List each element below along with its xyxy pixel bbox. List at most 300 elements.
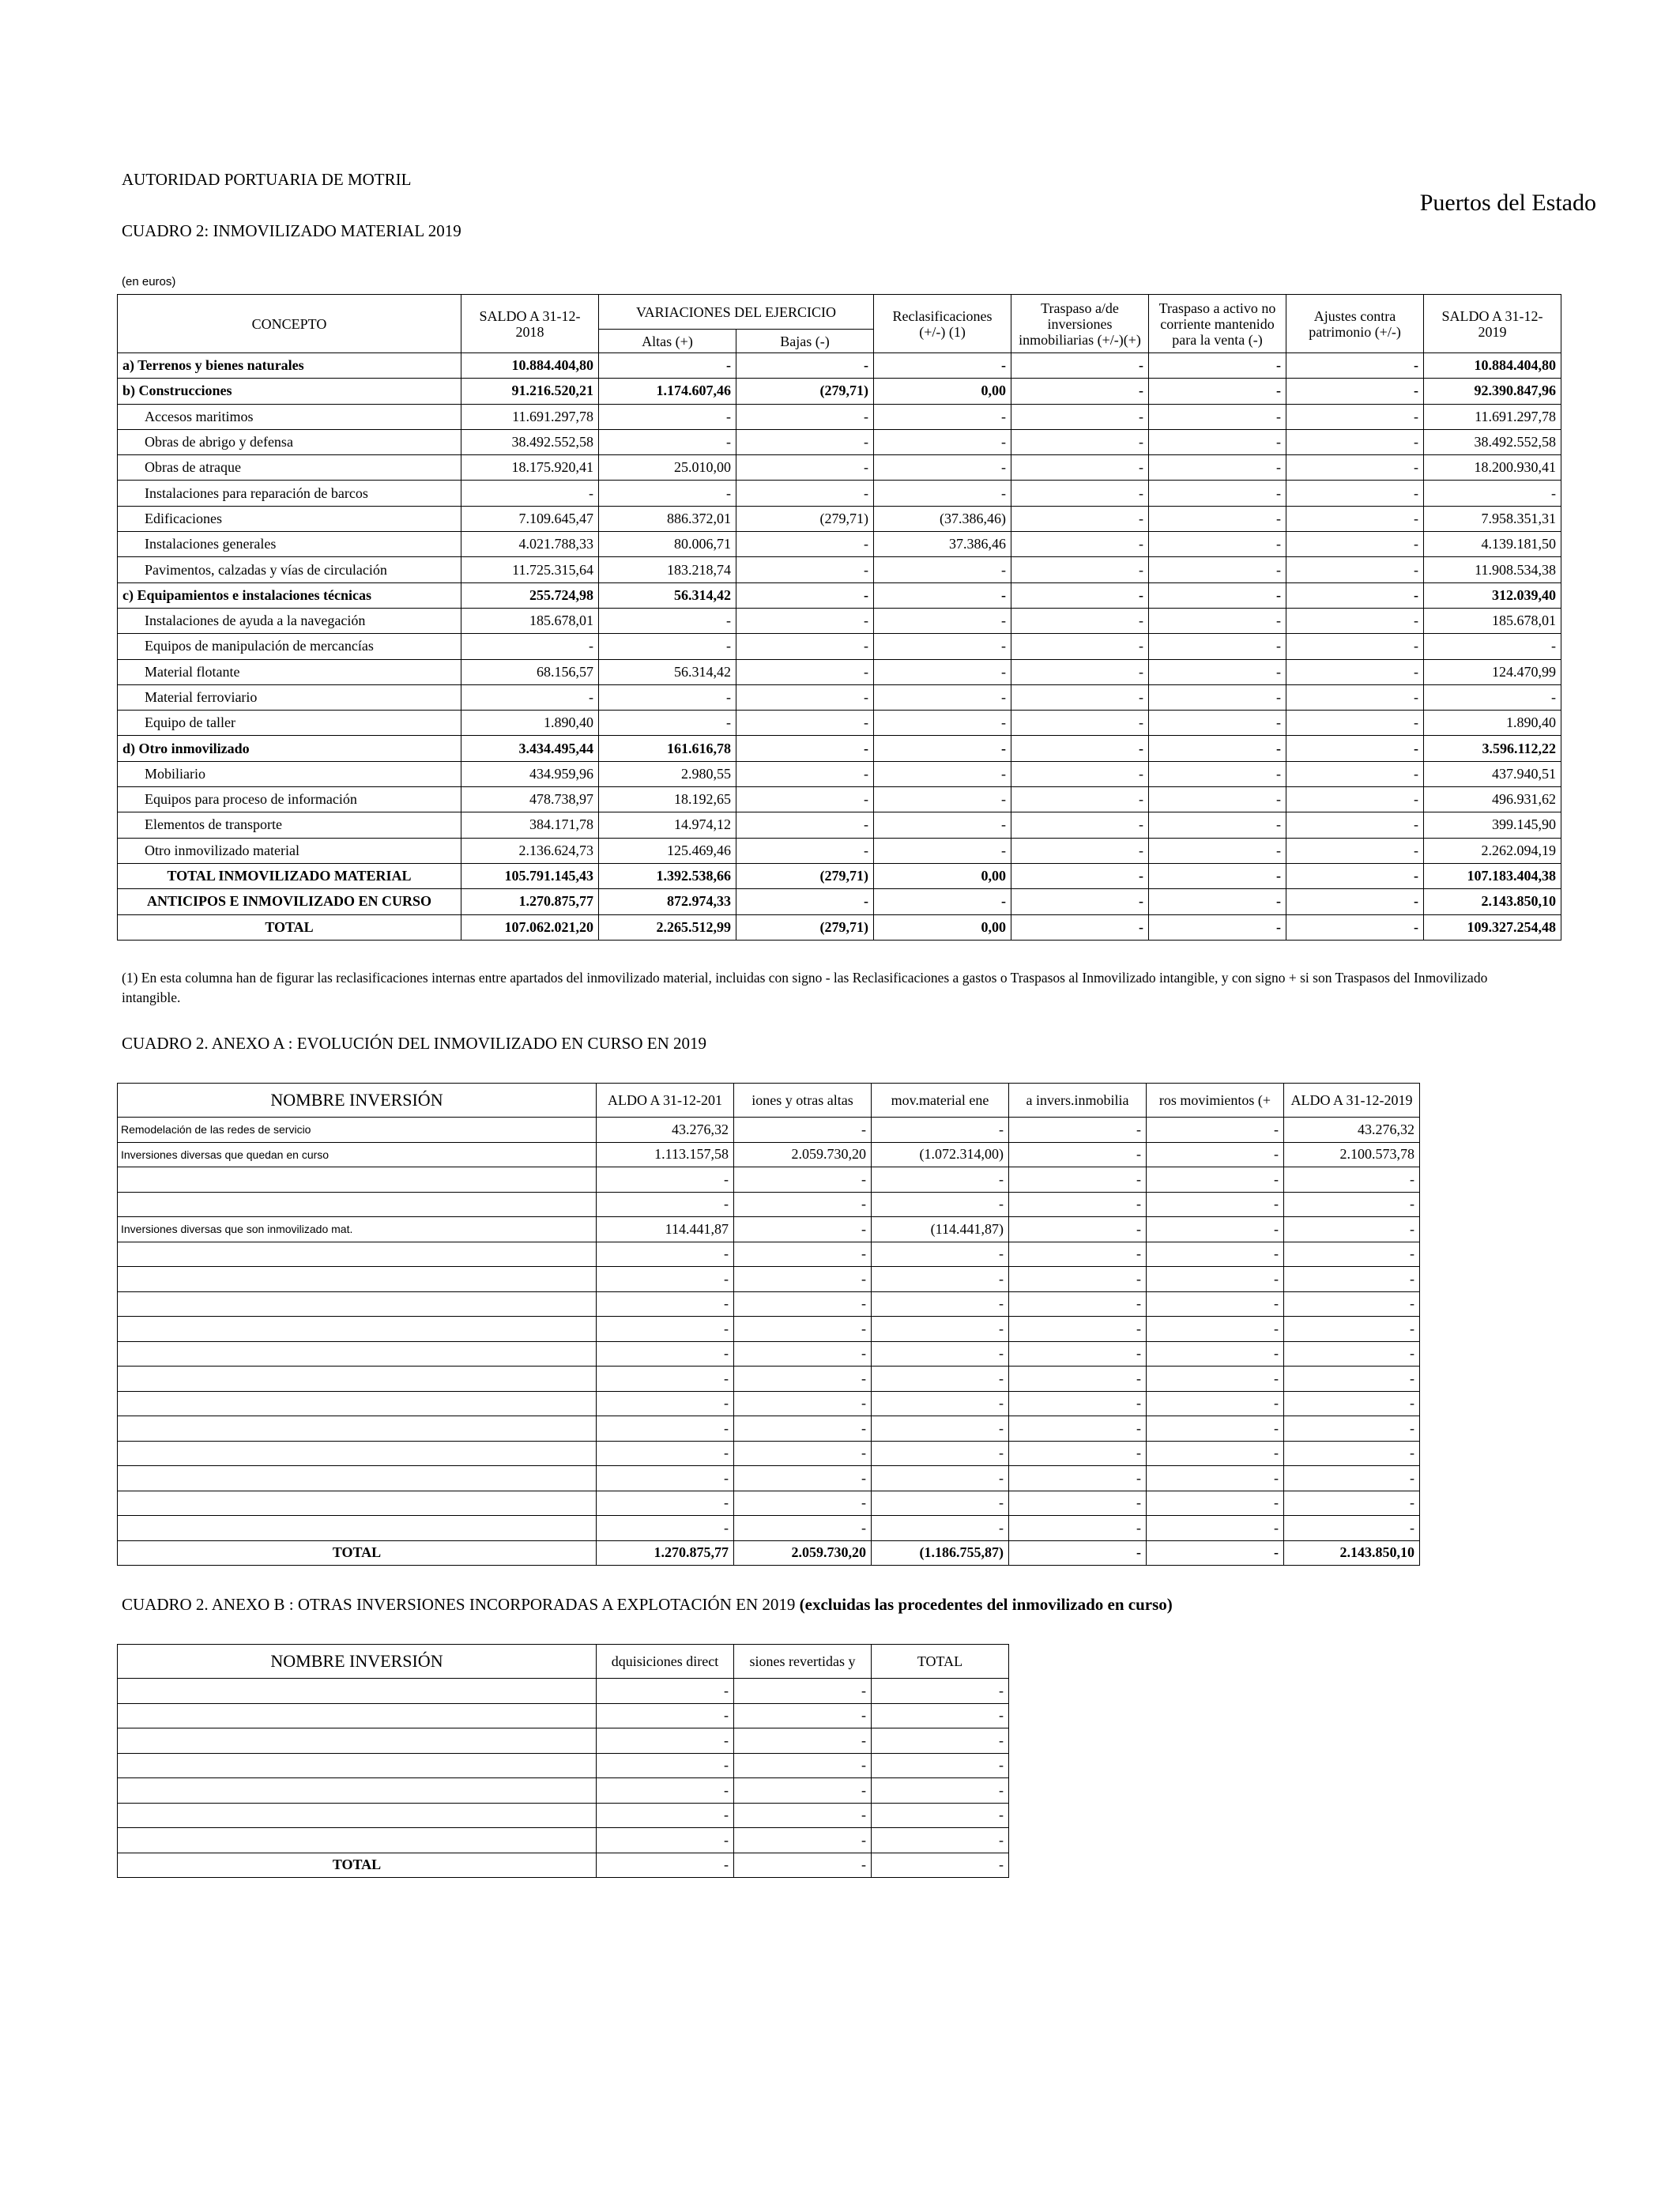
- table-row: [118, 1391, 1420, 1416]
- value-cell: -: [1284, 1516, 1420, 1541]
- anexo-b-table: [117, 1644, 1009, 1878]
- concepto-cell: Otro inmovilizado material: [118, 838, 461, 863]
- table-row: [118, 429, 1561, 454]
- value-cell: -: [1284, 1367, 1420, 1392]
- value-cell: -: [1009, 1491, 1147, 1516]
- value-cell: -: [1286, 812, 1424, 838]
- value-cell: 10.884.404,80: [461, 353, 599, 379]
- value-cell: -: [1286, 379, 1424, 404]
- total-value: (1.186.755,87): [872, 1540, 1009, 1566]
- value-cell: -: [1011, 711, 1149, 736]
- inversion-name-cell: [118, 1516, 597, 1541]
- concepto-cell: Material ferroviario: [118, 684, 461, 710]
- value-cell: -: [874, 684, 1011, 710]
- concepto-cell: Obras de abrigo y defensa: [118, 429, 461, 454]
- value-cell: -: [872, 1491, 1009, 1516]
- value-cell: -: [599, 481, 736, 506]
- inversion-name-cell: Inversiones diversas que son inmovilizado mat.: [118, 1217, 597, 1242]
- value-cell: 43.276,32: [597, 1118, 734, 1143]
- value-cell: -: [874, 404, 1011, 429]
- table-row: [118, 353, 1561, 379]
- table-row: [118, 1242, 1420, 1267]
- value-cell: -: [1286, 634, 1424, 659]
- organization-name: AUTORIDAD PORTUARIA DE MOTRIL: [122, 170, 412, 189]
- value-cell: -: [1149, 506, 1286, 531]
- value-cell: -: [1149, 863, 1286, 888]
- value-cell: -: [734, 1416, 872, 1442]
- value-cell: -: [734, 1367, 872, 1392]
- value-cell: -: [461, 481, 599, 506]
- header-col: a invers.inmobilia: [1009, 1084, 1147, 1118]
- table-row: [118, 1803, 1009, 1828]
- concepto-cell: TOTAL INMOVILIZADO MATERIAL: [118, 863, 461, 888]
- table-row: [118, 1416, 1420, 1442]
- inversion-name-cell: [118, 1728, 597, 1754]
- table-row: [118, 711, 1561, 736]
- value-cell: -: [1011, 582, 1149, 608]
- value-cell: -: [597, 1753, 734, 1778]
- value-cell: 105.791.145,43: [461, 863, 599, 888]
- value-cell: 1.392.538,66: [599, 863, 736, 888]
- concepto-cell: Instalaciones para reparación de barcos: [118, 481, 461, 506]
- value-cell: -: [1011, 532, 1149, 557]
- table-row: [118, 557, 1561, 582]
- value-cell: -: [734, 1341, 872, 1367]
- total-value: -: [1147, 1540, 1284, 1566]
- value-cell: -: [1149, 455, 1286, 481]
- value-cell: 2.136.624,73: [461, 838, 599, 863]
- value-cell: -: [736, 481, 874, 506]
- value-cell: -: [736, 429, 874, 454]
- value-cell: -: [1149, 353, 1286, 379]
- value-cell: -: [1149, 838, 1286, 863]
- table-row: [118, 1167, 1420, 1193]
- value-cell: -: [734, 1267, 872, 1292]
- inversion-name-cell: [118, 1167, 597, 1193]
- value-cell: -: [1286, 659, 1424, 684]
- value-cell: -: [597, 1341, 734, 1367]
- value-cell: -: [1284, 1192, 1420, 1217]
- value-cell: -: [1009, 1167, 1147, 1193]
- value-cell: -: [1147, 1466, 1284, 1491]
- value-cell: -: [1009, 1217, 1147, 1242]
- value-cell: -: [734, 1167, 872, 1193]
- header-saldo-inicial: SALDO A 31-12-2018: [461, 295, 599, 353]
- value-cell: -: [1149, 608, 1286, 633]
- table-row: [118, 481, 1561, 506]
- value-cell: -: [872, 1192, 1009, 1217]
- value-cell: -: [1286, 557, 1424, 582]
- value-cell: -: [1149, 736, 1286, 761]
- table-row: [118, 659, 1561, 684]
- table-row: [118, 1267, 1420, 1292]
- value-cell: -: [1286, 532, 1424, 557]
- value-cell: -: [597, 1367, 734, 1392]
- value-cell: -: [872, 1391, 1009, 1416]
- value-cell: 38.492.552,58: [461, 429, 599, 454]
- value-cell: -: [1149, 711, 1286, 736]
- value-cell: -: [599, 634, 736, 659]
- value-cell: 92.390.847,96: [1424, 379, 1561, 404]
- value-cell: -: [736, 812, 874, 838]
- inversion-name-cell: [118, 1391, 597, 1416]
- value-cell: -: [872, 1291, 1009, 1317]
- value-cell: (114.441,87): [872, 1217, 1009, 1242]
- header-col: ALDO A 31-12-201: [597, 1084, 734, 1118]
- table-row: [118, 863, 1561, 888]
- value-cell: -: [599, 608, 736, 633]
- anexo-b-title-paren: (excluidas las procedentes del inmovilizado en curso): [799, 1595, 1173, 1614]
- table-row: [118, 1728, 1009, 1754]
- value-cell: -: [1011, 736, 1149, 761]
- value-cell: -: [734, 1778, 872, 1804]
- table-row: [118, 608, 1561, 633]
- value-cell: -: [872, 1317, 1009, 1342]
- header-nombre-inversion: NOMBRE INVERSIÓN: [118, 1645, 597, 1679]
- value-cell: -: [597, 1167, 734, 1193]
- value-cell: 25.010,00: [599, 455, 736, 481]
- value-cell: -: [734, 1441, 872, 1466]
- value-cell: 2.262.094,19: [1424, 838, 1561, 863]
- table-row: [118, 736, 1561, 761]
- value-cell: 496.931,62: [1424, 787, 1561, 812]
- value-cell: -: [1147, 1142, 1284, 1167]
- value-cell: -: [1009, 1142, 1147, 1167]
- table-row: [118, 1291, 1420, 1317]
- concepto-cell: Pavimentos, calzadas y vías de circulación: [118, 557, 461, 582]
- value-cell: -: [872, 1803, 1009, 1828]
- table-row: [118, 1828, 1009, 1853]
- table-row: [118, 1341, 1420, 1367]
- value-cell: -: [734, 1803, 872, 1828]
- header-col: TOTAL: [872, 1645, 1009, 1679]
- value-cell: -: [1286, 787, 1424, 812]
- value-cell: 68.156,57: [461, 659, 599, 684]
- total-row: [118, 1853, 1009, 1878]
- total-value: 1.270.875,77: [597, 1540, 734, 1566]
- value-cell: -: [1286, 506, 1424, 531]
- anexo-a-table: [117, 1083, 1420, 1566]
- table-row: [118, 455, 1561, 481]
- value-cell: 872.974,33: [599, 889, 736, 914]
- inversion-name-cell: [118, 1341, 597, 1367]
- value-cell: -: [1149, 659, 1286, 684]
- value-cell: -: [734, 1291, 872, 1317]
- value-cell: -: [1011, 506, 1149, 531]
- concepto-cell: Elementos de transporte: [118, 812, 461, 838]
- value-cell: -: [874, 353, 1011, 379]
- header-col: mov.material ene: [872, 1084, 1009, 1118]
- concepto-cell: Mobiliario: [118, 761, 461, 786]
- value-cell: -: [1286, 455, 1424, 481]
- value-cell: 11.908.534,38: [1424, 557, 1561, 582]
- value-cell: 37.386,46: [874, 532, 1011, 557]
- header-variaciones: VARIACIONES DEL EJERCICIO: [599, 295, 874, 330]
- table-row: [118, 838, 1561, 863]
- value-cell: -: [1147, 1118, 1284, 1143]
- value-cell: -: [736, 761, 874, 786]
- value-cell: -: [1149, 812, 1286, 838]
- concepto-cell: b) Construcciones: [118, 379, 461, 404]
- value-cell: -: [872, 1828, 1009, 1853]
- value-cell: -: [597, 1416, 734, 1442]
- value-cell: -: [1149, 634, 1286, 659]
- value-cell: -: [872, 1778, 1009, 1804]
- value-cell: -: [736, 659, 874, 684]
- value-cell: -: [1009, 1441, 1147, 1466]
- inversion-name-cell: [118, 1242, 597, 1267]
- value-cell: -: [1286, 353, 1424, 379]
- value-cell: -: [1011, 787, 1149, 812]
- value-cell: -: [597, 1679, 734, 1704]
- value-cell: -: [874, 889, 1011, 914]
- value-cell: -: [736, 353, 874, 379]
- value-cell: -: [1011, 812, 1149, 838]
- value-cell: -: [736, 532, 874, 557]
- value-cell: -: [1009, 1242, 1147, 1267]
- value-cell: 478.738,97: [461, 787, 599, 812]
- value-cell: -: [1009, 1341, 1147, 1367]
- value-cell: -: [736, 711, 874, 736]
- value-cell: -: [874, 557, 1011, 582]
- value-cell: -: [1286, 838, 1424, 863]
- header-traspaso-activo: Traspaso a activo no corriente mantenido para la venta (-): [1149, 295, 1286, 353]
- table-row: [118, 532, 1561, 557]
- value-cell: 1.270.875,77: [461, 889, 599, 914]
- value-cell: -: [1147, 1217, 1284, 1242]
- value-cell: 384.171,78: [461, 812, 599, 838]
- value-cell: -: [1284, 1466, 1420, 1491]
- value-cell: -: [1284, 1441, 1420, 1466]
- table-row: [118, 761, 1561, 786]
- value-cell: -: [1011, 404, 1149, 429]
- value-cell: -: [734, 1317, 872, 1342]
- value-cell: -: [1284, 1242, 1420, 1267]
- concepto-cell: Equipo de taller: [118, 711, 461, 736]
- value-cell: -: [1147, 1167, 1284, 1193]
- value-cell: -: [1284, 1491, 1420, 1516]
- value-cell: -: [597, 1317, 734, 1342]
- table-row: [118, 1192, 1420, 1217]
- value-cell: -: [874, 838, 1011, 863]
- value-cell: 38.492.552,58: [1424, 429, 1561, 454]
- value-cell: -: [1286, 711, 1424, 736]
- value-cell: -: [874, 481, 1011, 506]
- value-cell: -: [1011, 863, 1149, 888]
- inversion-name-cell: [118, 1778, 597, 1804]
- value-cell: -: [597, 1466, 734, 1491]
- value-cell: 0,00: [874, 914, 1011, 940]
- value-cell: 1.113.157,58: [597, 1142, 734, 1167]
- value-cell: -: [1011, 379, 1149, 404]
- concepto-cell: Instalaciones generales: [118, 532, 461, 557]
- value-cell: -: [734, 1516, 872, 1541]
- value-cell: -: [874, 812, 1011, 838]
- header-col: siones revertidas y: [734, 1645, 872, 1679]
- table-row: [118, 1516, 1420, 1541]
- value-cell: -: [1147, 1491, 1284, 1516]
- table-row: [118, 1317, 1420, 1342]
- value-cell: 0,00: [874, 379, 1011, 404]
- inversion-name-cell: Inversiones diversas que quedan en curso: [118, 1142, 597, 1167]
- value-cell: -: [1424, 481, 1561, 506]
- value-cell: 886.372,01: [599, 506, 736, 531]
- value-cell: -: [736, 684, 874, 710]
- value-cell: 399.145,90: [1424, 812, 1561, 838]
- concepto-cell: Accesos maritimos: [118, 404, 461, 429]
- inversion-name-cell: [118, 1679, 597, 1704]
- value-cell: -: [736, 889, 874, 914]
- value-cell: -: [736, 455, 874, 481]
- header-col: ALDO A 31-12-2019: [1284, 1084, 1420, 1118]
- table-row: [118, 1142, 1420, 1167]
- inmovilizado-table: [117, 294, 1561, 941]
- value-cell: -: [597, 1441, 734, 1466]
- value-cell: -: [597, 1778, 734, 1804]
- total-label: TOTAL: [118, 1540, 597, 1566]
- inversion-name-cell: [118, 1703, 597, 1728]
- value-cell: 124.470,99: [1424, 659, 1561, 684]
- table-row: [118, 506, 1561, 531]
- table-row: [118, 1441, 1420, 1466]
- value-cell: 11.725.315,64: [461, 557, 599, 582]
- value-cell: -: [1286, 863, 1424, 888]
- value-cell: -: [1011, 353, 1149, 379]
- anexo-b-title: [122, 1595, 1173, 1615]
- value-cell: -: [734, 1118, 872, 1143]
- value-cell: -: [1147, 1267, 1284, 1292]
- value-cell: -: [597, 1242, 734, 1267]
- header-col: dquisiciones direct: [597, 1645, 734, 1679]
- value-cell: (1.072.314,00): [872, 1142, 1009, 1167]
- value-cell: -: [1147, 1291, 1284, 1317]
- value-cell: -: [734, 1491, 872, 1516]
- value-cell: -: [597, 1267, 734, 1292]
- value-cell: -: [597, 1291, 734, 1317]
- value-cell: 437.940,51: [1424, 761, 1561, 786]
- value-cell: -: [874, 429, 1011, 454]
- concepto-cell: TOTAL: [118, 914, 461, 940]
- value-cell: -: [736, 608, 874, 633]
- total-value: -: [597, 1853, 734, 1878]
- table-row: [118, 379, 1561, 404]
- table-row: [118, 1753, 1009, 1778]
- value-cell: -: [874, 608, 1011, 633]
- value-cell: -: [1011, 634, 1149, 659]
- value-cell: -: [1284, 1317, 1420, 1342]
- value-cell: -: [872, 1441, 1009, 1466]
- header-reclasificaciones: Reclasificaciones (+/-) (1): [874, 295, 1011, 353]
- value-cell: 183.218,74: [599, 557, 736, 582]
- value-cell: (279,71): [736, 863, 874, 888]
- table-row: [118, 1703, 1009, 1728]
- value-cell: 109.327.254,48: [1424, 914, 1561, 940]
- value-cell: -: [736, 634, 874, 659]
- value-cell: 18.192,65: [599, 787, 736, 812]
- value-cell: -: [874, 582, 1011, 608]
- value-cell: 1.890,40: [461, 711, 599, 736]
- value-cell: -: [734, 1728, 872, 1754]
- value-cell: -: [1009, 1391, 1147, 1416]
- inversion-name-cell: [118, 1466, 597, 1491]
- table-row: [118, 684, 1561, 710]
- value-cell: -: [1149, 379, 1286, 404]
- footnote: (1) En esta columna han de figurar las reclasificaciones internas entre apartados del inmovilizado material, incluidas con signo - las Reclasificaciones a gastos o Traspasos al Inmovilizado intangible, y con signo + si son Traspasos del Inmovilizado intangible.: [122, 970, 1488, 1005]
- value-cell: -: [1009, 1416, 1147, 1442]
- value-cell: -: [872, 1466, 1009, 1491]
- value-cell: -: [1011, 557, 1149, 582]
- value-cell: 2.265.512,99: [599, 914, 736, 940]
- table-row: [118, 1491, 1420, 1516]
- value-cell: -: [1284, 1217, 1420, 1242]
- value-cell: -: [872, 1167, 1009, 1193]
- header-saldo-final: SALDO A 31-12-2019: [1424, 295, 1561, 353]
- value-cell: 4.139.181,50: [1424, 532, 1561, 557]
- value-cell: -: [1147, 1367, 1284, 1392]
- table-row: [118, 889, 1561, 914]
- value-cell: -: [597, 1516, 734, 1541]
- table-row: [118, 1217, 1420, 1242]
- inversion-name-cell: [118, 1367, 597, 1392]
- value-cell: -: [1284, 1291, 1420, 1317]
- value-cell: -: [1147, 1192, 1284, 1217]
- value-cell: -: [597, 1803, 734, 1828]
- value-cell: -: [1147, 1341, 1284, 1367]
- total-row: [118, 1540, 1420, 1566]
- value-cell: -: [734, 1466, 872, 1491]
- value-cell: -: [1011, 761, 1149, 786]
- value-cell: -: [1149, 557, 1286, 582]
- value-cell: 43.276,32: [1284, 1118, 1420, 1143]
- value-cell: 107.183.404,38: [1424, 863, 1561, 888]
- header-altas: Altas (+): [599, 330, 736, 353]
- value-cell: -: [1011, 914, 1149, 940]
- value-cell: -: [1009, 1516, 1147, 1541]
- value-cell: -: [736, 838, 874, 863]
- total-value: 2.059.730,20: [734, 1540, 872, 1566]
- header-col: iones y otras altas: [734, 1084, 872, 1118]
- value-cell: -: [872, 1267, 1009, 1292]
- value-cell: 91.216.520,21: [461, 379, 599, 404]
- value-cell: -: [734, 1242, 872, 1267]
- value-cell: -: [1149, 684, 1286, 710]
- value-cell: -: [1149, 787, 1286, 812]
- value-cell: 10.884.404,80: [1424, 353, 1561, 379]
- table-row: [118, 787, 1561, 812]
- value-cell: -: [1286, 608, 1424, 633]
- total-value: -: [734, 1853, 872, 1878]
- value-cell: -: [1286, 914, 1424, 940]
- anexo-b-title-main: CUADRO 2. ANEXO B : OTRAS INVERSIONES INCORPORADAS A EXPLOTACIÓN EN 2019: [122, 1595, 796, 1614]
- value-cell: -: [597, 1728, 734, 1754]
- value-cell: -: [1011, 455, 1149, 481]
- value-cell: -: [734, 1391, 872, 1416]
- value-cell: -: [1009, 1291, 1147, 1317]
- value-cell: -: [1284, 1416, 1420, 1442]
- value-cell: -: [874, 659, 1011, 684]
- table-row: [118, 1679, 1009, 1704]
- value-cell: -: [1424, 684, 1561, 710]
- value-cell: 1.174.607,46: [599, 379, 736, 404]
- value-cell: -: [874, 761, 1011, 786]
- value-cell: -: [1011, 481, 1149, 506]
- value-cell: -: [1011, 684, 1149, 710]
- value-cell: 161.616,78: [599, 736, 736, 761]
- value-cell: -: [734, 1753, 872, 1778]
- table-row: [118, 404, 1561, 429]
- concepto-cell: a) Terrenos y bienes naturales: [118, 353, 461, 379]
- header-concepto: CONCEPTO: [118, 295, 461, 353]
